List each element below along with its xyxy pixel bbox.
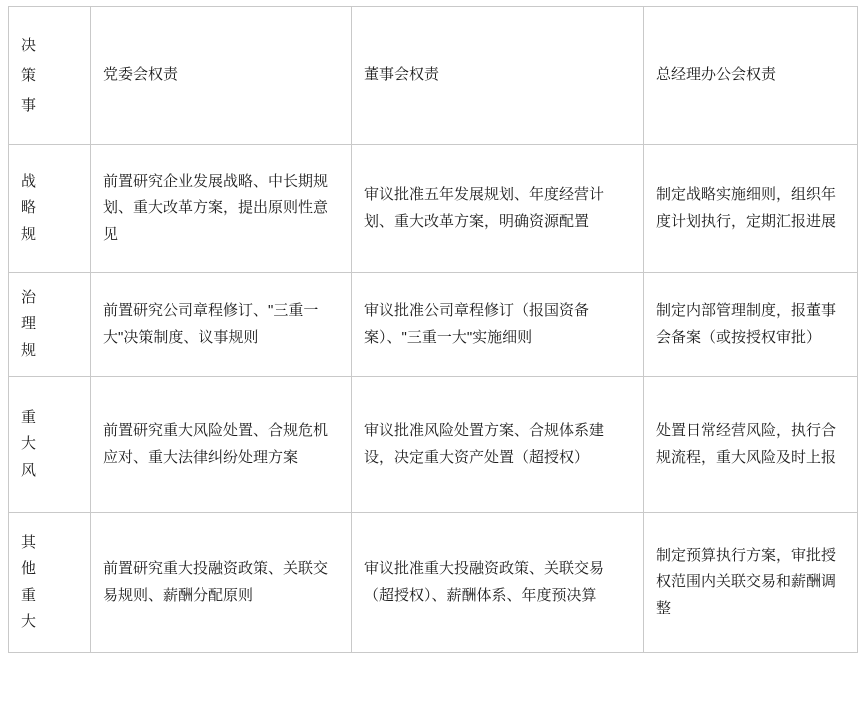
cell-management: 处置日常经营风险，执行合规流程，重大风险及时上报 bbox=[644, 377, 858, 513]
cell-board: 审议批准重大投融资政策、关联交易（超授权）、薪酬体系、年度预决算 bbox=[352, 513, 644, 653]
column-header-management: 总经理办公会权责 bbox=[644, 7, 858, 145]
cell-management: 制定内部管理制度，报董事会备案（或按授权审批） bbox=[644, 273, 858, 377]
column-header-board: 董事会权责 bbox=[352, 7, 644, 145]
cell-party-committee: 前置研究企业发展战略、中长期规划、重大改革方案，提出原则性意见 bbox=[91, 145, 352, 273]
cell-board: 审议批准公司章程修订（报国资备案）、"三重一大"实施细则 bbox=[352, 273, 644, 377]
row-category-strategy-l3: 规 bbox=[21, 225, 37, 243]
table-row bbox=[9, 377, 858, 513]
column-header-category-l1: 决 bbox=[21, 36, 37, 54]
table-header-row bbox=[9, 7, 858, 145]
row-category-other-major-l3: 重 bbox=[21, 586, 37, 604]
row-category-other-major-l4: 大 bbox=[21, 612, 37, 630]
row-category-other-major-l2: 他 bbox=[21, 560, 37, 578]
cell-board: 审议批准五年发展规划、年度经营计划、重大改革方案，明确资源配置 bbox=[352, 145, 644, 273]
row-category-strategy-l2: 略 bbox=[21, 199, 37, 217]
table-row bbox=[9, 273, 858, 377]
governance-responsibility-table bbox=[8, 6, 858, 653]
cell-party-committee: 前置研究重大风险处置、合规危机应对、重大法律纠纷处理方案 bbox=[91, 377, 352, 513]
row-category-major-risk-l2: 大 bbox=[21, 435, 37, 453]
cell-management: 制定预算执行方案，审批授权范围内关联交易和薪酬调整 bbox=[644, 513, 858, 653]
table-row bbox=[9, 513, 858, 653]
row-category-major-risk bbox=[9, 377, 91, 513]
cell-party-committee: 前置研究重大投融资政策、关联交易规则、薪酬分配原则 bbox=[91, 513, 352, 653]
cell-party-committee: 前置研究公司章程修订、"三重一大"决策制度、议事规则 bbox=[91, 273, 352, 377]
row-category-major-risk-l1: 重 bbox=[21, 409, 37, 427]
row-category-other-major-l1: 其 bbox=[21, 534, 37, 551]
row-category-governance-l3: 规 bbox=[21, 341, 37, 359]
row-category-governance-l2: 理 bbox=[21, 315, 37, 333]
column-header-category-l2: 策 bbox=[21, 66, 37, 84]
row-category-strategy bbox=[9, 145, 91, 273]
column-header-party-committee: 党委会权责 bbox=[91, 7, 352, 145]
cell-management: 制定战略实施细则，组织年度计划执行，定期汇报进展 bbox=[644, 145, 858, 273]
table-row bbox=[9, 145, 858, 273]
row-category-other-major bbox=[9, 513, 91, 653]
row-category-governance-l1: 治 bbox=[21, 289, 37, 307]
cell-board: 审议批准风险处置方案、合规体系建设，决定重大资产处置（超授权） bbox=[352, 377, 644, 513]
row-category-governance bbox=[9, 273, 91, 377]
column-header-category-l3: 事 bbox=[21, 96, 37, 114]
column-header-category bbox=[9, 7, 91, 145]
row-category-strategy-l1: 战 bbox=[21, 173, 37, 191]
row-category-major-risk-l3: 风 bbox=[21, 461, 37, 479]
